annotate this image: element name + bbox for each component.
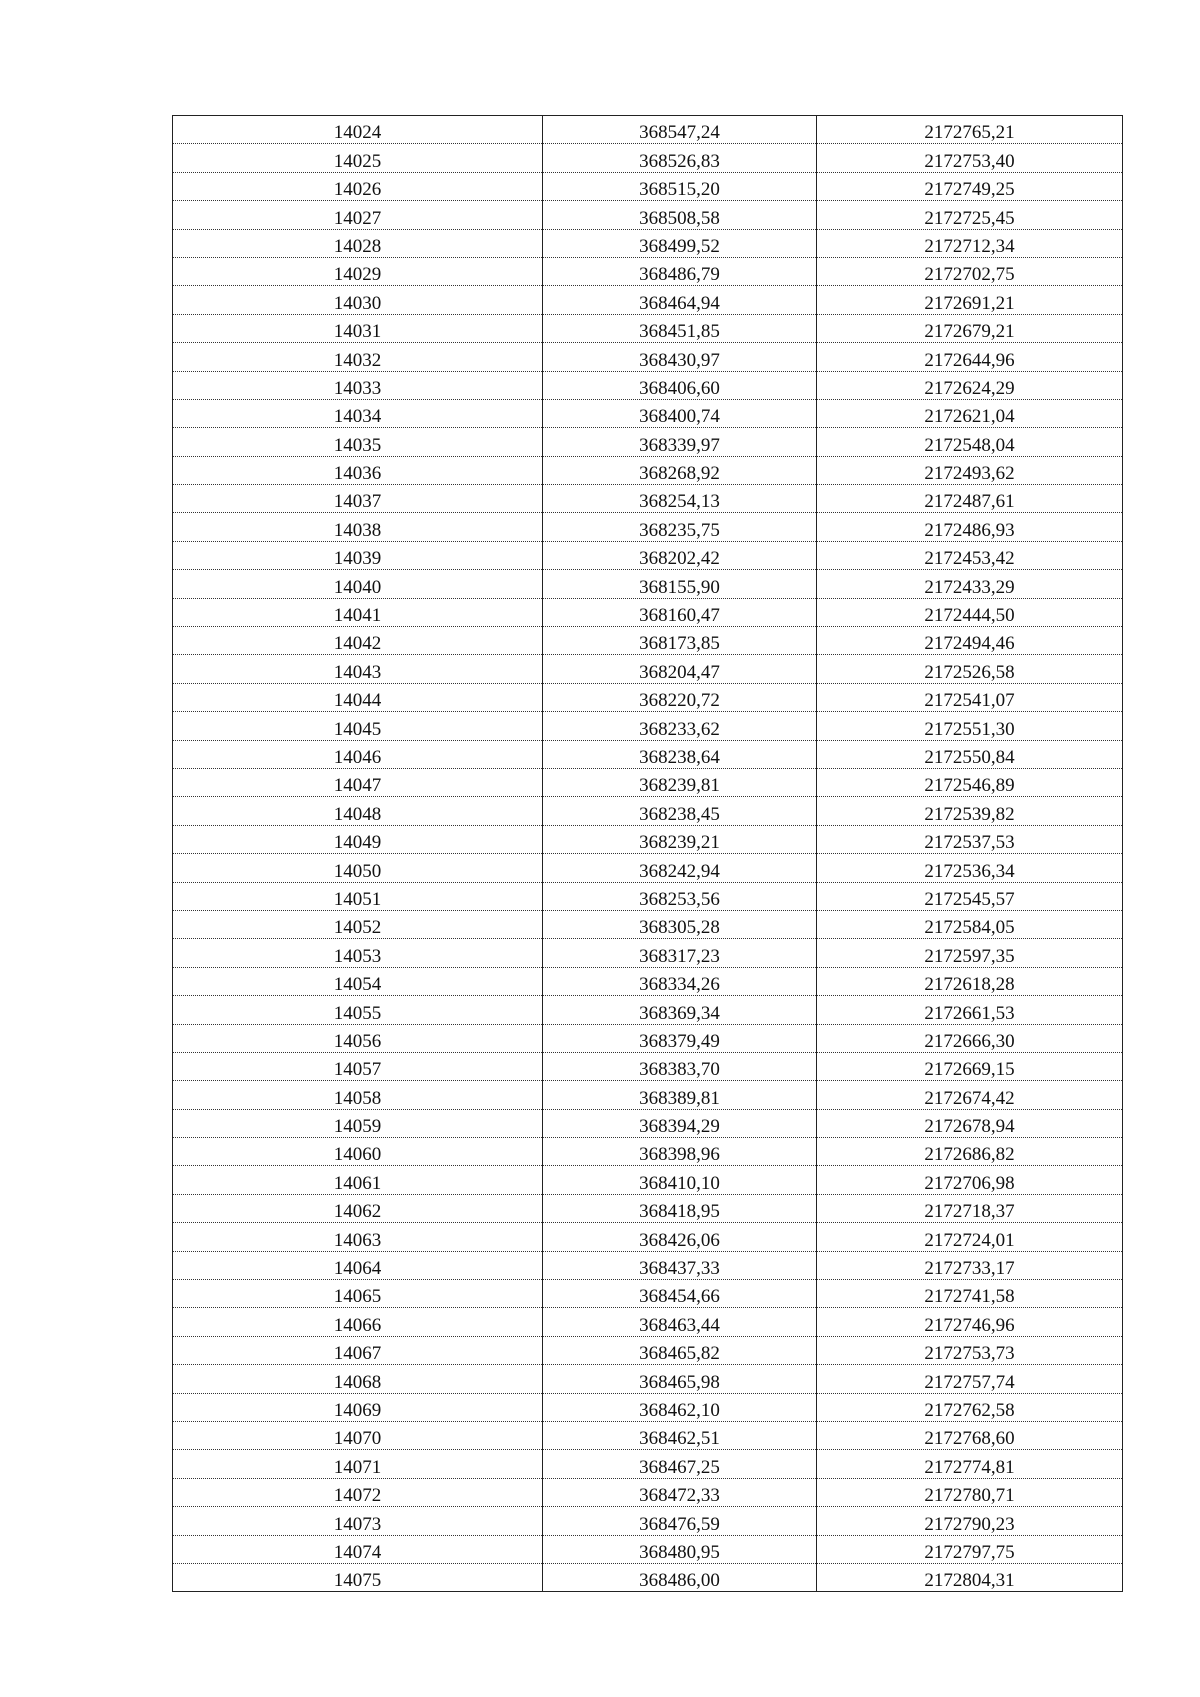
x-coordinate-cell: 368430,97	[543, 343, 817, 371]
point-number-cell: 14065	[173, 1280, 543, 1308]
y-coordinate-cell: 2172444,50	[817, 598, 1123, 626]
y-coordinate-cell: 2172765,21	[817, 116, 1123, 144]
y-coordinate-cell: 2172702,75	[817, 257, 1123, 285]
x-coordinate-cell: 368426,06	[543, 1223, 817, 1251]
x-coordinate-cell: 368253,56	[543, 882, 817, 910]
table-row	[173, 712, 1123, 740]
x-coordinate-cell: 368515,20	[543, 172, 817, 200]
x-coordinate-cell: 368476,59	[543, 1507, 817, 1535]
table-row	[173, 1393, 1123, 1421]
point-number-cell: 14045	[173, 712, 543, 740]
x-coordinate-cell: 368160,47	[543, 598, 817, 626]
table-row	[173, 172, 1123, 200]
y-coordinate-cell: 2172733,17	[817, 1251, 1123, 1279]
table-row	[173, 570, 1123, 598]
table-row	[173, 371, 1123, 399]
point-number-cell: 14034	[173, 399, 543, 427]
point-number-cell: 14024	[173, 116, 543, 144]
x-coordinate-cell: 368238,45	[543, 797, 817, 825]
x-coordinate-cell: 368204,47	[543, 655, 817, 683]
x-coordinate-cell: 368465,98	[543, 1365, 817, 1393]
y-coordinate-cell: 2172644,96	[817, 343, 1123, 371]
y-coordinate-cell: 2172718,37	[817, 1194, 1123, 1222]
y-coordinate-cell: 2172768,60	[817, 1421, 1123, 1449]
point-number-cell: 14048	[173, 797, 543, 825]
x-coordinate-cell: 368238,64	[543, 740, 817, 768]
x-coordinate-cell: 368155,90	[543, 570, 817, 598]
x-coordinate-cell: 368268,92	[543, 456, 817, 484]
y-coordinate-cell: 2172526,58	[817, 655, 1123, 683]
x-coordinate-cell: 368480,95	[543, 1535, 817, 1563]
y-coordinate-cell: 2172661,53	[817, 996, 1123, 1024]
point-number-cell: 14061	[173, 1166, 543, 1194]
x-coordinate-cell: 368462,51	[543, 1421, 817, 1449]
point-number-cell: 14058	[173, 1081, 543, 1109]
y-coordinate-cell: 2172724,01	[817, 1223, 1123, 1251]
y-coordinate-cell: 2172487,61	[817, 485, 1123, 513]
x-coordinate-cell: 368334,26	[543, 967, 817, 995]
table-row	[173, 1024, 1123, 1052]
point-number-cell: 14036	[173, 456, 543, 484]
table-row	[173, 967, 1123, 995]
y-coordinate-cell: 2172494,46	[817, 627, 1123, 655]
y-coordinate-cell: 2172753,73	[817, 1336, 1123, 1364]
table-row	[173, 541, 1123, 569]
point-number-cell: 14072	[173, 1478, 543, 1506]
y-coordinate-cell: 2172804,31	[817, 1563, 1123, 1591]
point-number-cell: 14051	[173, 882, 543, 910]
table-row	[173, 229, 1123, 257]
y-coordinate-cell: 2172597,35	[817, 939, 1123, 967]
point-number-cell: 14052	[173, 910, 543, 938]
y-coordinate-cell: 2172539,82	[817, 797, 1123, 825]
y-coordinate-cell: 2172453,42	[817, 541, 1123, 569]
point-number-cell: 14057	[173, 1052, 543, 1080]
point-number-cell: 14063	[173, 1223, 543, 1251]
table-row	[173, 1336, 1123, 1364]
point-number-cell: 14066	[173, 1308, 543, 1336]
table-row	[173, 428, 1123, 456]
table-row	[173, 1365, 1123, 1393]
point-number-cell: 14044	[173, 683, 543, 711]
point-number-cell: 14040	[173, 570, 543, 598]
table-row	[173, 1081, 1123, 1109]
point-number-cell: 14047	[173, 768, 543, 796]
table-row	[173, 683, 1123, 711]
table-row	[173, 627, 1123, 655]
table-row	[173, 257, 1123, 285]
table-row	[173, 825, 1123, 853]
table-row	[173, 797, 1123, 825]
point-number-cell: 14060	[173, 1138, 543, 1166]
x-coordinate-cell: 368406,60	[543, 371, 817, 399]
y-coordinate-cell: 2172550,84	[817, 740, 1123, 768]
table-row	[173, 939, 1123, 967]
point-number-cell: 14029	[173, 257, 543, 285]
y-coordinate-cell: 2172790,23	[817, 1507, 1123, 1535]
table-row	[173, 1450, 1123, 1478]
point-number-cell: 14055	[173, 996, 543, 1024]
y-coordinate-cell: 2172712,34	[817, 229, 1123, 257]
y-coordinate-cell: 2172551,30	[817, 712, 1123, 740]
point-number-cell: 14056	[173, 1024, 543, 1052]
table-row	[173, 1478, 1123, 1506]
table-row	[173, 144, 1123, 172]
y-coordinate-cell: 2172618,28	[817, 967, 1123, 995]
x-coordinate-cell: 368410,10	[543, 1166, 817, 1194]
table-row	[173, 910, 1123, 938]
point-number-cell: 14067	[173, 1336, 543, 1364]
x-coordinate-cell: 368465,82	[543, 1336, 817, 1364]
y-coordinate-cell: 2172624,29	[817, 371, 1123, 399]
x-coordinate-cell: 368242,94	[543, 854, 817, 882]
x-coordinate-cell: 368472,33	[543, 1478, 817, 1506]
y-coordinate-cell: 2172762,58	[817, 1393, 1123, 1421]
table-row	[173, 1138, 1123, 1166]
point-number-cell: 14075	[173, 1563, 543, 1591]
point-number-cell: 14064	[173, 1251, 543, 1279]
y-coordinate-cell: 2172536,34	[817, 854, 1123, 882]
x-coordinate-cell: 368437,33	[543, 1251, 817, 1279]
x-coordinate-cell: 368379,49	[543, 1024, 817, 1052]
table-row	[173, 399, 1123, 427]
x-coordinate-cell: 368173,85	[543, 627, 817, 655]
table-row	[173, 740, 1123, 768]
table-row	[173, 1194, 1123, 1222]
point-number-cell: 14041	[173, 598, 543, 626]
y-coordinate-cell: 2172545,57	[817, 882, 1123, 910]
x-coordinate-cell: 368467,25	[543, 1450, 817, 1478]
table-row	[173, 1223, 1123, 1251]
y-coordinate-cell: 2172749,25	[817, 172, 1123, 200]
y-coordinate-cell: 2172691,21	[817, 286, 1123, 314]
table-row	[173, 1166, 1123, 1194]
point-number-cell: 14031	[173, 314, 543, 342]
x-coordinate-cell: 368202,42	[543, 541, 817, 569]
point-number-cell: 14026	[173, 172, 543, 200]
y-coordinate-cell: 2172753,40	[817, 144, 1123, 172]
table-row	[173, 116, 1123, 144]
point-number-cell: 14074	[173, 1535, 543, 1563]
x-coordinate-cell: 368369,34	[543, 996, 817, 1024]
x-coordinate-cell: 368400,74	[543, 399, 817, 427]
table-row	[173, 768, 1123, 796]
y-coordinate-cell: 2172541,07	[817, 683, 1123, 711]
x-coordinate-cell: 368462,10	[543, 1393, 817, 1421]
x-coordinate-cell: 368454,66	[543, 1280, 817, 1308]
table-row	[173, 513, 1123, 541]
y-coordinate-cell: 2172537,53	[817, 825, 1123, 853]
y-coordinate-cell: 2172774,81	[817, 1450, 1123, 1478]
x-coordinate-cell: 368486,79	[543, 257, 817, 285]
x-coordinate-cell: 368239,21	[543, 825, 817, 853]
point-number-cell: 14038	[173, 513, 543, 541]
x-coordinate-cell: 368499,52	[543, 229, 817, 257]
x-coordinate-cell: 368317,23	[543, 939, 817, 967]
table-row	[173, 1507, 1123, 1535]
point-number-cell: 14043	[173, 655, 543, 683]
y-coordinate-cell: 2172666,30	[817, 1024, 1123, 1052]
y-coordinate-cell: 2172678,94	[817, 1109, 1123, 1137]
table-row	[173, 286, 1123, 314]
point-number-cell: 14062	[173, 1194, 543, 1222]
x-coordinate-cell: 368463,44	[543, 1308, 817, 1336]
point-number-cell: 14054	[173, 967, 543, 995]
x-coordinate-cell: 368394,29	[543, 1109, 817, 1137]
table-row	[173, 456, 1123, 484]
point-number-cell: 14046	[173, 740, 543, 768]
table-row	[173, 598, 1123, 626]
table-row	[173, 201, 1123, 229]
x-coordinate-cell: 368239,81	[543, 768, 817, 796]
y-coordinate-cell: 2172584,05	[817, 910, 1123, 938]
y-coordinate-cell: 2172493,62	[817, 456, 1123, 484]
y-coordinate-cell: 2172674,42	[817, 1081, 1123, 1109]
point-number-cell: 14068	[173, 1365, 543, 1393]
point-number-cell: 14039	[173, 541, 543, 569]
table-row	[173, 1109, 1123, 1137]
point-number-cell: 14070	[173, 1421, 543, 1449]
y-coordinate-cell: 2172780,71	[817, 1478, 1123, 1506]
x-coordinate-cell: 368254,13	[543, 485, 817, 513]
y-coordinate-cell: 2172725,45	[817, 201, 1123, 229]
x-coordinate-cell: 368464,94	[543, 286, 817, 314]
point-number-cell: 14028	[173, 229, 543, 257]
x-coordinate-cell: 368398,96	[543, 1138, 817, 1166]
coordinates-table	[172, 115, 1123, 1592]
table-row	[173, 1251, 1123, 1279]
table-row	[173, 1535, 1123, 1563]
x-coordinate-cell: 368220,72	[543, 683, 817, 711]
x-coordinate-cell: 368389,81	[543, 1081, 817, 1109]
table-row	[173, 314, 1123, 342]
table-row	[173, 485, 1123, 513]
x-coordinate-cell: 368526,83	[543, 144, 817, 172]
point-number-cell: 14071	[173, 1450, 543, 1478]
table-row	[173, 882, 1123, 910]
point-number-cell: 14059	[173, 1109, 543, 1137]
x-coordinate-cell: 368418,95	[543, 1194, 817, 1222]
x-coordinate-cell: 368486,00	[543, 1563, 817, 1591]
x-coordinate-cell: 368508,58	[543, 201, 817, 229]
point-number-cell: 14049	[173, 825, 543, 853]
table-row	[173, 996, 1123, 1024]
point-number-cell: 14069	[173, 1393, 543, 1421]
y-coordinate-cell: 2172546,89	[817, 768, 1123, 796]
point-number-cell: 14050	[173, 854, 543, 882]
point-number-cell: 14037	[173, 485, 543, 513]
y-coordinate-cell: 2172757,74	[817, 1365, 1123, 1393]
y-coordinate-cell: 2172797,75	[817, 1535, 1123, 1563]
x-coordinate-cell: 368233,62	[543, 712, 817, 740]
y-coordinate-cell: 2172679,21	[817, 314, 1123, 342]
point-number-cell: 14032	[173, 343, 543, 371]
y-coordinate-cell: 2172669,15	[817, 1052, 1123, 1080]
x-coordinate-cell: 368383,70	[543, 1052, 817, 1080]
y-coordinate-cell: 2172548,04	[817, 428, 1123, 456]
y-coordinate-cell: 2172746,96	[817, 1308, 1123, 1336]
table-row	[173, 655, 1123, 683]
point-number-cell: 14053	[173, 939, 543, 967]
table-row	[173, 1563, 1123, 1591]
x-coordinate-cell: 368339,97	[543, 428, 817, 456]
x-coordinate-cell: 368547,24	[543, 116, 817, 144]
y-coordinate-cell: 2172621,04	[817, 399, 1123, 427]
x-coordinate-cell: 368305,28	[543, 910, 817, 938]
point-number-cell: 14025	[173, 144, 543, 172]
table-row	[173, 1052, 1123, 1080]
y-coordinate-cell: 2172486,93	[817, 513, 1123, 541]
coordinates-table-body	[173, 116, 1123, 1592]
y-coordinate-cell: 2172433,29	[817, 570, 1123, 598]
point-number-cell: 14073	[173, 1507, 543, 1535]
x-coordinate-cell: 368235,75	[543, 513, 817, 541]
y-coordinate-cell: 2172706,98	[817, 1166, 1123, 1194]
table-row	[173, 1421, 1123, 1449]
point-number-cell: 14035	[173, 428, 543, 456]
point-number-cell: 14033	[173, 371, 543, 399]
x-coordinate-cell: 368451,85	[543, 314, 817, 342]
y-coordinate-cell: 2172741,58	[817, 1280, 1123, 1308]
table-row	[173, 1280, 1123, 1308]
table-row	[173, 1308, 1123, 1336]
table-row	[173, 854, 1123, 882]
point-number-cell: 14027	[173, 201, 543, 229]
y-coordinate-cell: 2172686,82	[817, 1138, 1123, 1166]
point-number-cell: 14030	[173, 286, 543, 314]
point-number-cell: 14042	[173, 627, 543, 655]
table-row	[173, 343, 1123, 371]
